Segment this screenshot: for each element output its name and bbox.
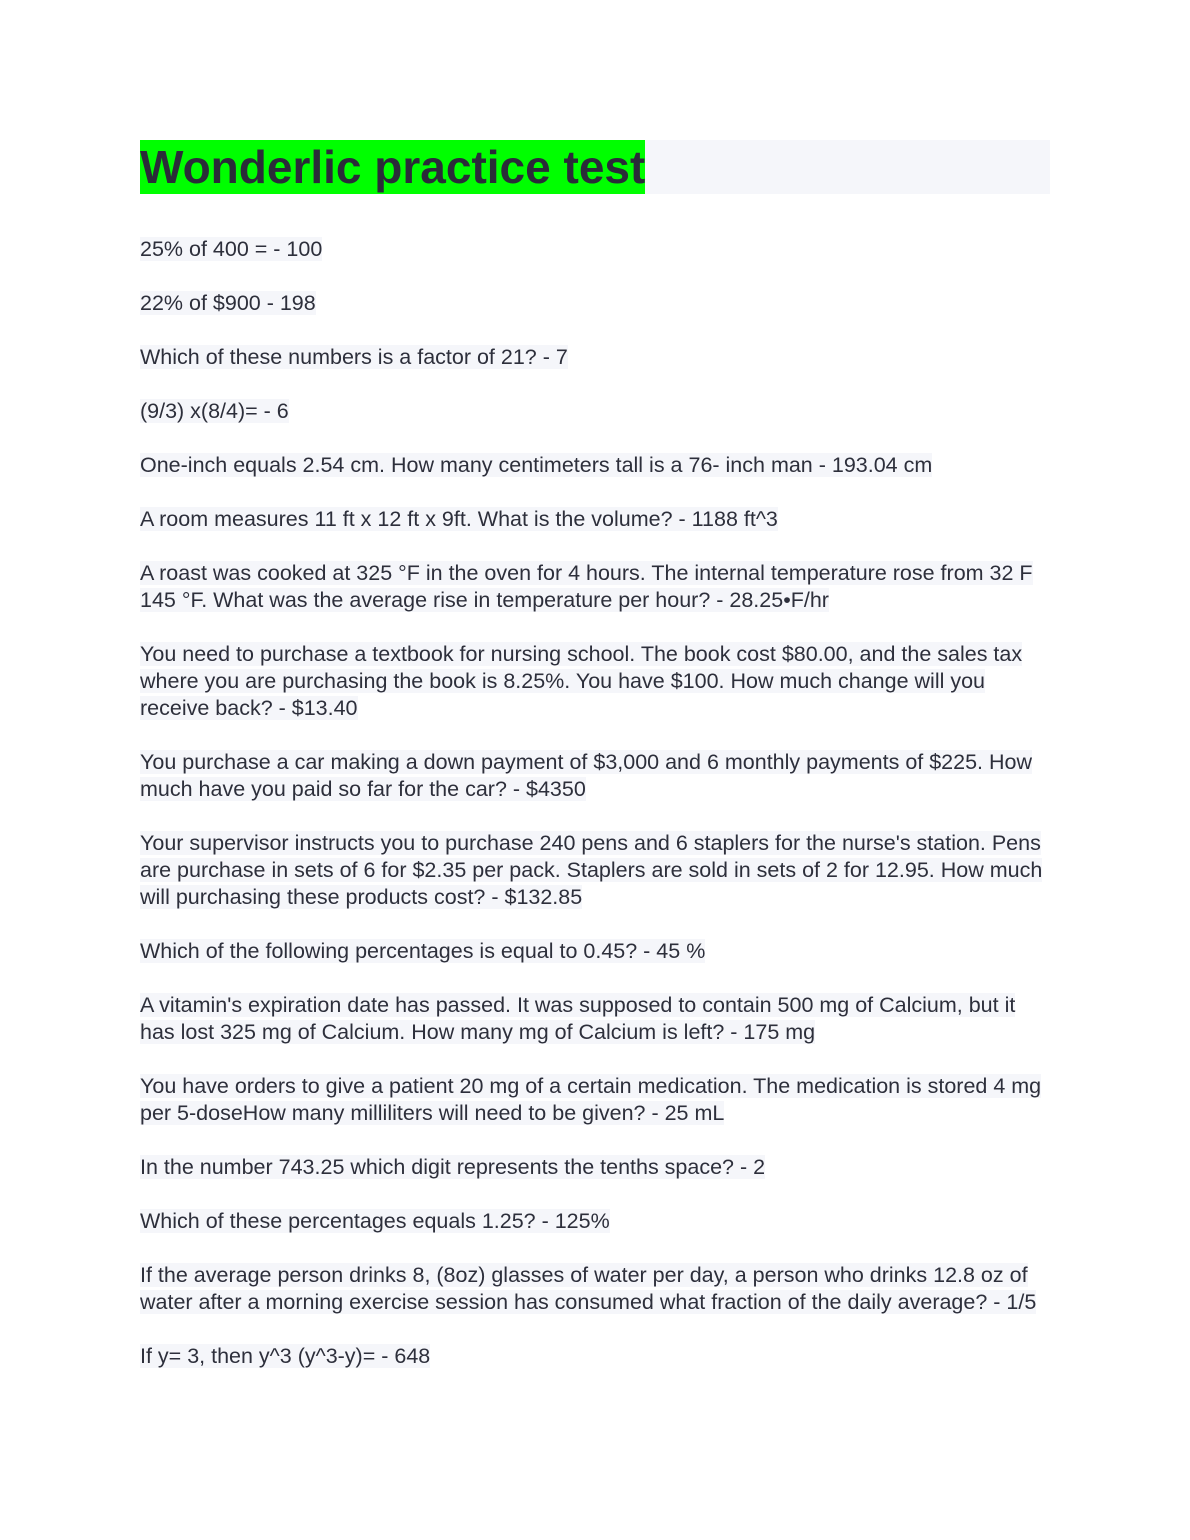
question-text: A roast was cooked at 325 °F in the oven for 4 hours. The internal temperature rose from 32 F 145 °F. What was the average rise in temperature per hour? - 28.25•F/hr: [140, 561, 1033, 612]
question-list: [140, 236, 1050, 1370]
list-item: [140, 290, 1050, 317]
list-item: [140, 1208, 1050, 1235]
list-item: [140, 1343, 1050, 1370]
list-item: [140, 641, 1050, 722]
question-text: 22% of $900 - 198: [140, 291, 316, 315]
question-text: You purchase a car making a down payment of $3,000 and 6 monthly payments of $225. How much have you paid so far for the car? - $4350: [140, 750, 1033, 801]
list-item: [140, 344, 1050, 371]
question-text: Which of these numbers is a factor of 21? - 7: [140, 345, 568, 369]
list-item: [140, 1073, 1050, 1127]
list-item: [140, 452, 1050, 479]
question-text: Which of these percentages equals 1.25? - 125%: [140, 1209, 610, 1233]
question-text: In the number 743.25 which digit represents the tenths space? - 2: [140, 1155, 766, 1179]
question-text: If the average person drinks 8, (8oz) glasses of water per day, a person who drinks 12.8 oz of water after a morning exercise session has consumed what fraction of the daily average? - 1/5: [140, 1263, 1037, 1314]
question-text: Which of the following percentages is equal to 0.45? - 45 %: [140, 939, 706, 963]
question-text: One-inch equals 2.54 cm. How many centimeters tall is a 76- inch man - 193.04 cm: [140, 453, 933, 477]
list-item: [140, 398, 1050, 425]
list-item: [140, 1262, 1050, 1316]
question-text: 25% of 400 = - 100: [140, 237, 323, 261]
list-item: [140, 236, 1050, 263]
page-title: Wonderlic practice test: [140, 141, 646, 193]
list-item: [140, 992, 1050, 1046]
list-item: [140, 560, 1050, 614]
document-page: [140, 140, 1050, 1397]
question-text: If y= 3, then y^3 (y^3-y)= - 648: [140, 1344, 431, 1368]
question-text: A vitamin's expiration date has passed. It was supposed to contain 500 mg of Calcium, but it has lost 325 mg of Calcium. How many mg of Calcium is left? - 175 mg: [140, 993, 1016, 1044]
question-text: (9/3) x(8/4)= - 6: [140, 399, 289, 423]
list-item: [140, 938, 1050, 965]
question-text: You have orders to give a patient 20 mg of a certain medication. The medication is stored 4 mg per 5-doseHow many milliliters will need to be given? - 25 mL: [140, 1074, 1042, 1125]
question-text: Your supervisor instructs you to purchase 240 pens and 6 staplers for the nurse's station. Pens are purchase in sets of 6 for $2.35 per pack. Staplers are sold in sets of 2 for 12.95. How much will purchasing these products cost? - $132.85: [140, 831, 1043, 909]
question-text: A room measures 11 ft x 12 ft x 9ft. What is the volume? - 1188 ft^3: [140, 507, 778, 531]
title-bar: [140, 140, 1050, 194]
list-item: [140, 506, 1050, 533]
list-item: [140, 830, 1050, 911]
list-item: [140, 1154, 1050, 1181]
question-text: You need to purchase a textbook for nursing school. The book cost $80.00, and the sales tax where you are purchasing the book is 8.25%. You have $100. How much change will you receive back? - $13.40: [140, 642, 1023, 720]
list-item: [140, 749, 1050, 803]
